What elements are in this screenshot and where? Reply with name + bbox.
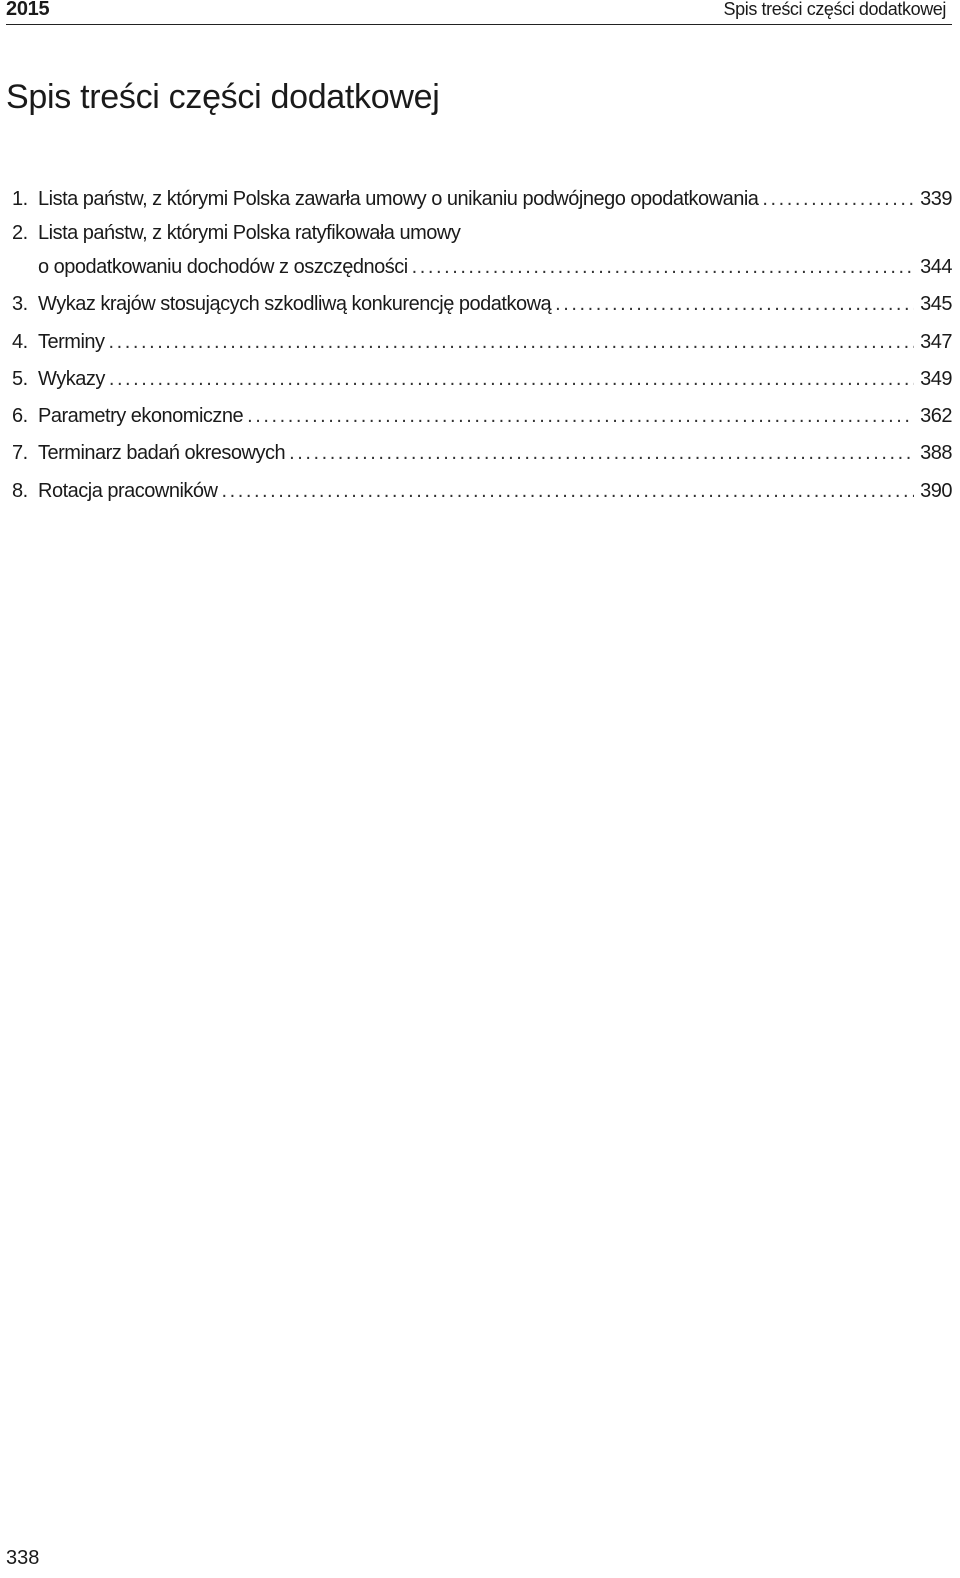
toc-leader-dots (221, 473, 914, 510)
header-year: 2015 (6, 0, 50, 20)
toc-entry-number: 5. (12, 367, 28, 390)
toc-leader-dots (247, 398, 914, 435)
page-title: Spis treści części dodatkowej (6, 78, 440, 116)
toc-leader-dots (109, 361, 914, 398)
toc-entry-7[interactable] (12, 435, 952, 472)
toc-entry-page: 344 (920, 256, 952, 279)
toc-entry-title: Rotacja pracowników (38, 479, 218, 502)
toc-leader-dots (555, 286, 914, 323)
toc-entry-2-continuation[interactable] (12, 249, 952, 286)
toc-entry-3[interactable] (12, 286, 952, 323)
toc-entry-title: Wykaz krajów stosujących szkodliwą konkurencję podatkową (38, 293, 552, 316)
toc-entry-page: 362 (920, 405, 952, 428)
toc-entry-6[interactable] (12, 398, 952, 435)
toc-leader-dots (109, 324, 914, 361)
toc-entry-title: Parametry ekonomiczne (38, 405, 244, 428)
toc-entry-page: 339 (920, 188, 952, 210)
toc-leader-dots (412, 249, 914, 286)
toc-entry-title-line1: Lista państw, z którymi Polska ratyfikowała umowy (38, 222, 461, 245)
toc-entry-number: 8. (12, 479, 28, 502)
toc-entry-number: 6. (12, 405, 28, 428)
toc-entry-number: 1. (12, 188, 28, 210)
table-of-contents (12, 181, 952, 510)
toc-entry-8[interactable] (12, 473, 952, 510)
toc-entry-title-line2: o opodatkowaniu dochodów z oszczędności (38, 256, 408, 279)
toc-entry-5[interactable] (12, 361, 952, 398)
toc-entry-number: 4. (12, 330, 28, 353)
toc-entry-number: 2. (12, 222, 28, 245)
toc-entry-4[interactable] (12, 324, 952, 361)
header-section-title: Spis treści części dodatkowej (723, 0, 946, 19)
toc-entry-title: Terminarz badań okresowych (38, 442, 286, 465)
toc-leader-dots (762, 181, 914, 218)
toc-entry-1[interactable] (12, 181, 952, 218)
toc-entry-page: 345 (920, 293, 952, 316)
running-header (6, 0, 952, 25)
toc-entry-page: 347 (920, 330, 952, 353)
page-number: 338 (6, 1547, 40, 1569)
toc-entry-title: Terminy (38, 330, 105, 353)
toc-entry-title: Lista państw, z którymi Polska zawarła umowy o unikaniu podwójnego opodatkowania (38, 188, 759, 210)
toc-entry-number: 7. (12, 442, 28, 465)
toc-entry-title: Wykazy (38, 367, 105, 390)
toc-entry-page: 390 (920, 479, 952, 502)
toc-entry-page: 388 (920, 442, 952, 465)
toc-entry-2[interactable] (12, 218, 952, 249)
toc-entry-number: 3. (12, 293, 28, 316)
toc-leader-dots (289, 435, 914, 472)
toc-entry-page: 349 (920, 367, 952, 390)
